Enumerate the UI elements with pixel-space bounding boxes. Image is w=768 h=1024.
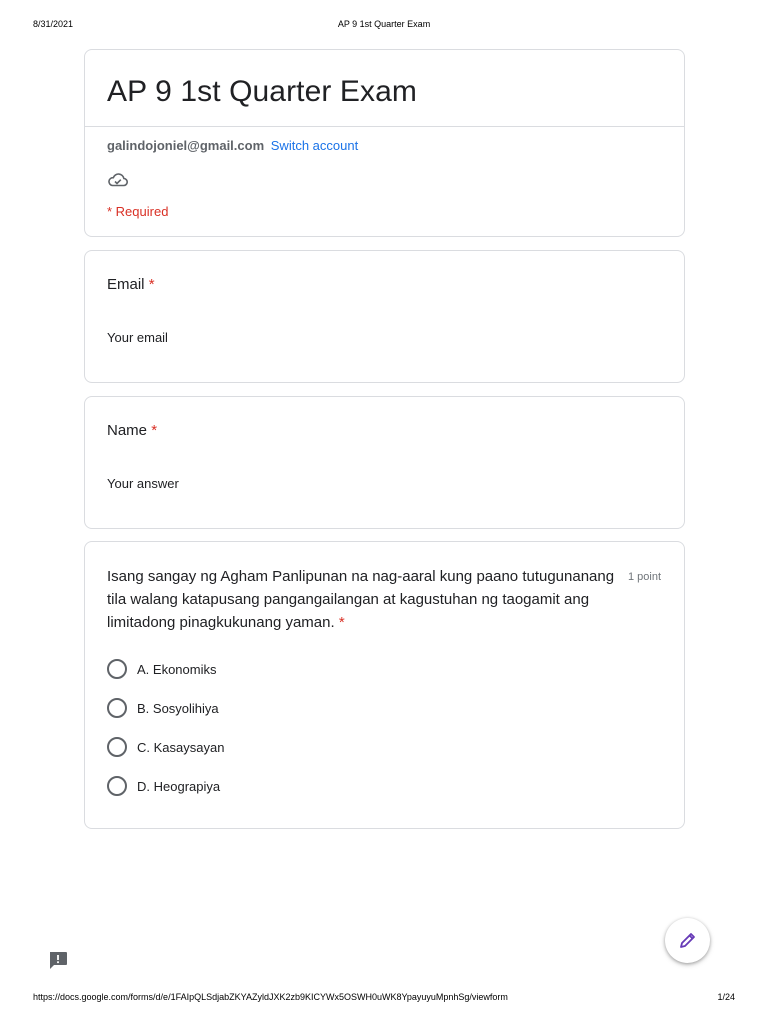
- option-c[interactable]: [107, 737, 407, 759]
- question-points: 1 point: [628, 571, 662, 583]
- account-email: galindojoniel@gmail.com: [107, 138, 265, 153]
- email-question-label: [107, 276, 155, 293]
- option-label: B. Sosyolihiya: [137, 701, 219, 716]
- question-text: [107, 565, 622, 634]
- print-footer: [0, 992, 768, 1006]
- option-label: D. Heograpiya: [137, 779, 221, 794]
- radio-button[interactable]: [107, 776, 127, 796]
- form-title: AP 9 1st Quarter Exam: [107, 75, 418, 108]
- form-header-card: [84, 49, 685, 237]
- question-text-body: Isang sangay ng Agham Panlipunan na nag-aaral kung paano tutugunanang tila walang katapusang pangangailangan at kagustuhan ng taogamit ang limitadong pinagkukunang yaman.: [107, 568, 615, 631]
- radio-button[interactable]: [107, 659, 127, 679]
- option-b[interactable]: [107, 698, 407, 720]
- name-label-text: Name: [107, 422, 148, 439]
- required-star: *: [148, 276, 155, 293]
- email-label-text: Email: [107, 276, 145, 293]
- option-label: A. Ekonomiks: [137, 662, 217, 677]
- name-input[interactable]: Your answer: [107, 476, 179, 491]
- print-title: AP 9 1st Quarter Exam: [337, 19, 431, 29]
- page-url: https://docs.google.com/forms/d/e/1FAIpQLSdjabZKYAZyldJXK2zb9KICYWx5OSWH0uWK8YpayuyuMpnhSg/viewform: [33, 992, 508, 1002]
- required-star: *: [338, 614, 345, 631]
- name-question-card: [84, 396, 685, 529]
- name-question-label: [107, 422, 157, 439]
- form-title-area: [85, 50, 684, 127]
- radio-button[interactable]: [107, 698, 127, 718]
- print-date: 8/31/2021: [33, 19, 74, 29]
- option-label: C. Kasaysayan: [137, 740, 225, 755]
- option-d[interactable]: [107, 776, 407, 798]
- page-number: 1/24: [717, 992, 735, 1002]
- required-star: *: [151, 422, 158, 439]
- switch-account-link[interactable]: Switch account: [270, 138, 359, 153]
- account-line: [107, 138, 358, 153]
- multiple-choice-question-card: [84, 541, 685, 829]
- cloud-saved-icon: [107, 171, 129, 189]
- radio-button[interactable]: [107, 737, 127, 757]
- pencil-icon: [677, 930, 698, 951]
- email-input[interactable]: Your email: [107, 330, 168, 345]
- email-question-card: [84, 250, 685, 383]
- option-a[interactable]: [107, 659, 407, 681]
- edit-response-button[interactable]: [665, 918, 710, 963]
- required-note: * Required: [107, 204, 169, 219]
- feedback-icon[interactable]: [48, 950, 68, 970]
- print-header: [0, 19, 768, 33]
